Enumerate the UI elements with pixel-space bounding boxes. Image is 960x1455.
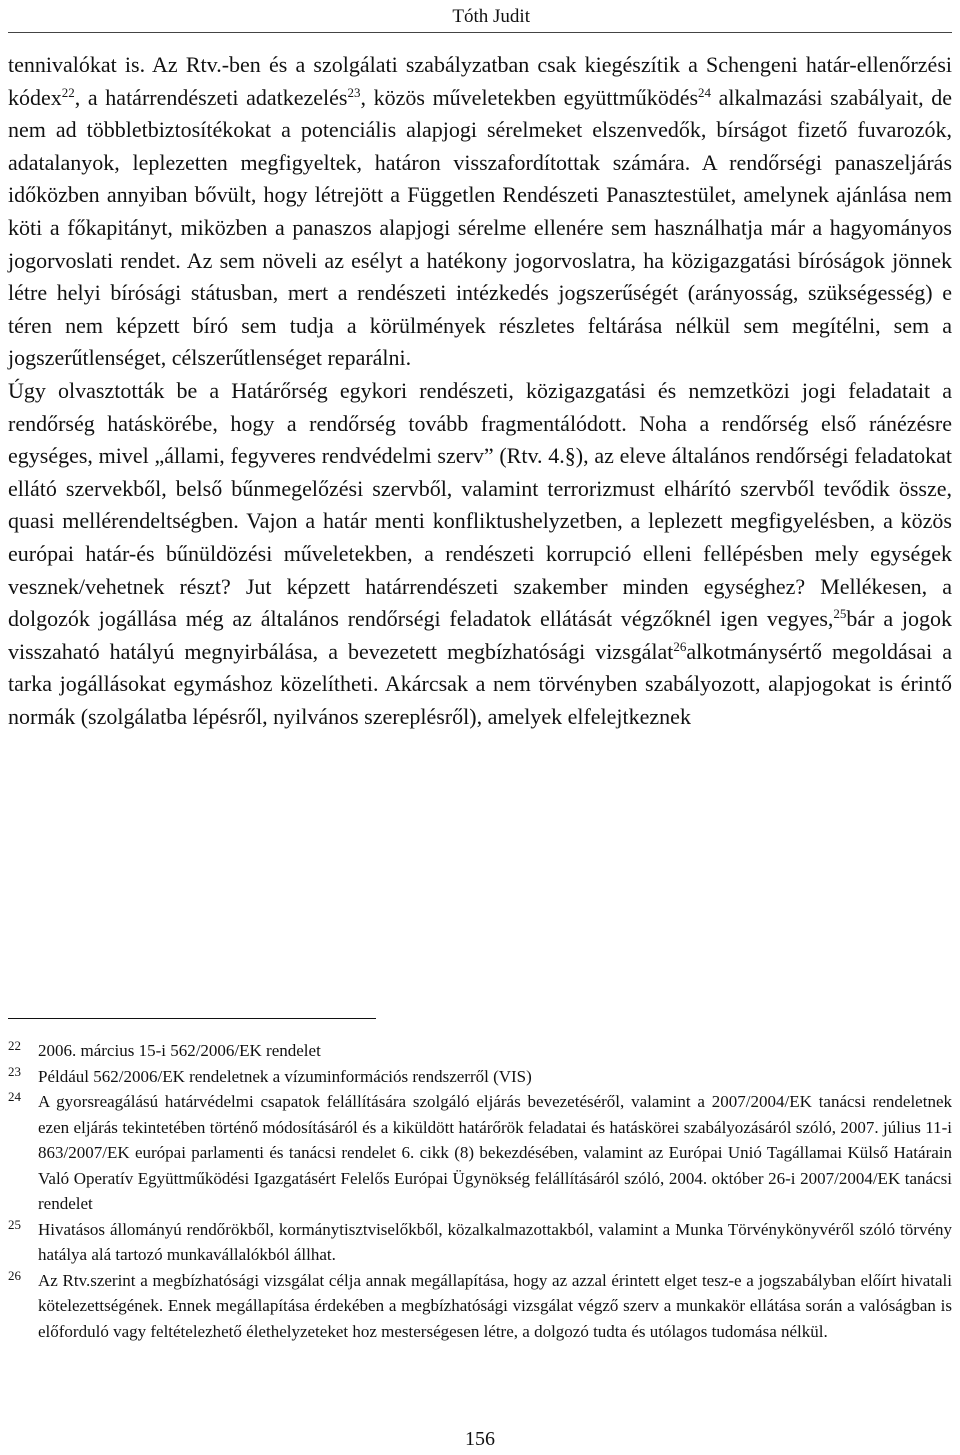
paragraph-1-part-a: tennivalókat is. Az Rtv.-ben és a szolgálati szabályzatban csak kiegészítik a Schengeni határ-ellenőrzési kódex [8,52,952,110]
footnote-text: Például 562/2006/EK rendeletnek a vízuminformációs rendszerről (VIS) [38,1066,532,1086]
footnote-number: 24 [8,1089,21,1104]
main-body-text [8,49,952,733]
footnote-26 [8,1268,952,1345]
paragraph-1 [8,49,952,375]
header-rule [8,32,952,33]
footnote-number: 22 [8,1038,21,1053]
paragraph-2-part-b: bár a jogok visszaható hatályú megnyirbálása, a bevezetett megbízhatósági vizsgálat [8,606,953,664]
footnote-ref-23: 23 [347,84,361,100]
footnote-number: 25 [8,1216,21,1232]
running-header-author: Tóth Judit [452,6,530,27]
footnotes [8,1038,952,1344]
footnote-22 [8,1038,952,1064]
footnote-24 [8,1089,952,1217]
footnote-ref-24: 24 [698,84,712,100]
paragraph-2-part-a: Úgy olvasztották be a Határőrség egykori rendészeti, közigazgatási és nemzetközi jogi feladatait a rendőrség hatáskörébe, hogy a rendőrség tovább fragmentálódott. Noha a rendőrség első ránézésre egységes, mivel „állami, fegyveres rendvédelmi szerv” (Rtv. 4.§), az eleve általános rendőrségi feladatokat ellátó szervekből, belső bűnmegelőzési szervből, valamint terrorizmust elhárító szervből tevődik össze, quasi mellérendeltségben. Vajon a határ menti konfliktushelyzetben, a leplezett megfigyelésben, a közös európai határ-és bűnüldözési műveletekben, a rendészeti korrupció elleni fellépésben mely egységek vesznek/vehetnek részt? Jut képzett határrendészeti szakember minden egységhez? Mellékesen, a dolgozók jogállása még az általános rendőrségi feladatok ellátását végzőknél igen vegyes, [8,377,952,632]
footnote-ref-22: 22 [61,84,75,100]
paragraph-1-part-c: , közös műveletekben együttműködés [360,84,699,110]
footnote-text: Hivatásos állományú rendőrökből, kormánytisztviselőkből, közalkalmazottakból, valamint a Munka Törvénykönyvéről szóló törvény hatálya alá tartozó munkavállalókból állhat. [38,1219,952,1264]
footnote-number: 26 [8,1267,21,1283]
footnote-text: Az Rtv.szerint a megbízhatósági vizsgálat célja annak megállapítása, hogy az azzal érintett elget tesz-e a jogszabályban előírt hivatali kötelezettségének. Ennek megállapítása érdekében a megbízhatósági vizsgálat végző szerv a munkakör ellátása során a valóságban is előforduló vagy feltételezhető élethelyzeteket hoz mesterségesen létre, a dolgozó tudta és utólagos tudomása nélkül. [38,1270,952,1341]
footnote-ref-25: 25 [833,606,847,622]
paragraph-2 [8,375,952,734]
paragraph-2-part-c: alkotmánysértő megoldásai a tarka jogállásokat egymáshoz közelítheti. Akárcsak a nem törvényben szabályozott, alapjogokat is érintő normák (szolgálatba lépésről, nyilvános szereplésről), amelyek elfelejtkeznek [8,638,952,729]
page-number: 156 [465,1428,495,1450]
footnote-separator [8,1018,376,1019]
paragraph-1-part-b: , a határrendészeti adatkezelés [74,84,348,110]
footnote-number: 23 [8,1063,21,1079]
footnote-ref-26: 26 [673,638,687,654]
footnote-text: 2006. március 15-i 562/2006/EK rendelet [38,1041,321,1060]
footnote-23 [8,1064,952,1090]
footnote-text: A gyorsreagálású határvédelmi csapatok felállítására szolgáló eljárás bevezetéséről, valamint a 2007/2004/EK tanácsi rendeletnek ezen eljárás tekintetében történő módosításáról és a kiküldött határőrök feladatai és hatáskörei szabályozásáról szóló, 2007. július 11-i 863/2007/EK európai parlamenti és tanácsi rendelet 6. cikk (8) bekezdésében, valamint az Európai Unió Tagállamai Külső Határain Való Operatív Együttműködési Igazgatásért Felelős Európai Ügynökség felállításáról szóló, 2004. október 26-i 2007/2004/EK tanácsi rendelet [38,1092,952,1213]
paragraph-1-part-d: alkalmazási szabályait, de nem ad többletbiztosítékokat a potenciális alapjogi sérelmeket elszenvedők, bírságot fizető fuvarozók, adatalanyok, leplezetten megfigyeltek, határon visszafordítottak számára. A rendőrségi panaszeljárás időközben annyiban bővült, hogy létrejött a Független Rendészeti Panasztestület, amelynek ajánlása nem köti a főkapitányt, miközben a panaszos alapjogi sérelme ellenére sem használhatja már a hagyományos jogorvoslati rendet. Az sem növeli az esélyt a hatékony jogorvoslatra, ha közigazgatási bíróságok jönnek létre helyi bírósági státusban, mert a rendészeti intézkedés jogszerűségét (arányosság, szükségesség) e téren nem képzett bíró sem tudja a körülmények részletes feltárása nélkül sem megítélni, sem a jogszerűtlenséget, célszerűtlenséget reparálni. [8,84,952,371]
footnote-25 [8,1217,952,1268]
